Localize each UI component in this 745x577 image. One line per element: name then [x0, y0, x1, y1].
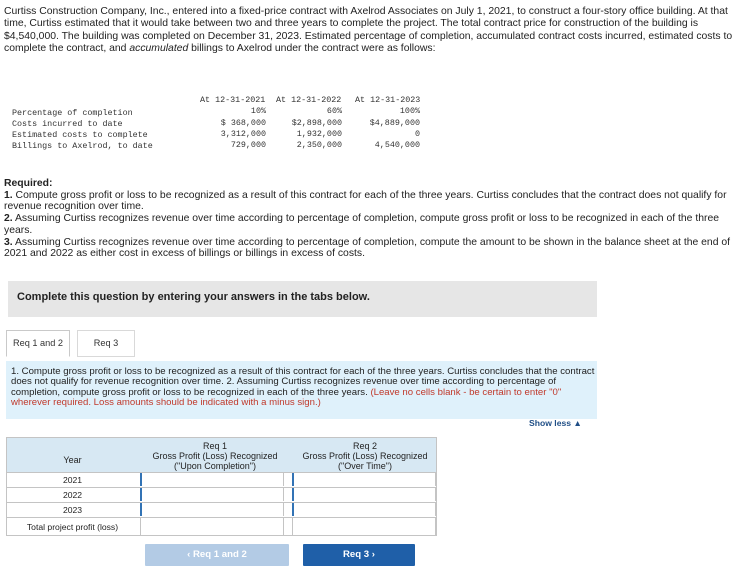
col-header-year: Year — [63, 455, 82, 465]
instructions-note: (Leave no cells blank - be certain to enter "0" wherever required. Loss amounts should be indicated with a minus sign.) — [11, 386, 562, 409]
table-cell: 3,312,000 — [220, 129, 266, 139]
table-row — [6, 488, 437, 503]
question-instructions — [6, 361, 597, 419]
req1-2022-input[interactable] — [140, 488, 284, 501]
req2-2023-input[interactable] — [292, 503, 436, 516]
tab-req-1-and-2[interactable]: Req 1 and 2 — [6, 330, 70, 357]
banner-text: Complete this question by entering your answers in the tabs below. — [17, 291, 370, 303]
col-header-req1: Req 1 Gross Profit (Loss) Recognized ("Upon Completion") — [152, 441, 278, 471]
intro-emphasis: accumulated — [129, 42, 189, 54]
show-less-link[interactable]: Show less ▲ — [529, 418, 582, 428]
intro-text-end: billings to Axelrod under the contract were as follows: — [188, 42, 436, 54]
instruction-banner — [8, 281, 597, 317]
tab-req-3[interactable]: Req 3 — [77, 330, 135, 357]
required-section — [4, 178, 739, 260]
req1-2021-input[interactable] — [140, 473, 284, 486]
table-row — [6, 473, 437, 488]
req2-2021-input[interactable] — [292, 473, 436, 486]
row-label: Costs incurred to date — [12, 119, 123, 129]
table-cell: 2,350,000 — [296, 140, 342, 150]
table-cell: 1,932,000 — [296, 129, 342, 139]
problem-intro — [4, 6, 739, 55]
req2-total-input[interactable] — [292, 518, 436, 535]
table-cell: $4,889,000 — [369, 118, 420, 128]
row-label: Billings to Axelrod, to date — [12, 141, 153, 151]
table-cell: 10% — [250, 106, 266, 116]
req2-2022-input[interactable] — [292, 488, 436, 501]
table-cell: 0 — [414, 129, 420, 139]
required-item-1: 1. Compute gross profit or loss to be recognized as a result of this contract for each of the three years. Curtiss concludes that the contract does not qualify for revenue recognition over time. — [4, 189, 727, 213]
table-cell: 60% — [326, 106, 342, 116]
row-year: 2021 — [62, 475, 83, 485]
col-header-2022: At 12-31-2022 — [276, 95, 342, 105]
required-item-2: 2. Assuming Curtiss recognizes revenue over time according to percentage of completion, compute gross profit or loss to be recognized in each of the three years. — [4, 213, 720, 236]
prev-req-button[interactable]: ‹ Req 1 and 2 — [145, 544, 289, 566]
row-year: 2023 — [62, 505, 83, 515]
answer-table-header — [6, 437, 437, 473]
next-req-button[interactable]: Req 3 › — [303, 544, 415, 566]
col-header-2023: At 12-31-2023 — [355, 95, 421, 105]
table-row — [6, 503, 437, 518]
row-total-label: Total project profit (loss) — [26, 522, 119, 532]
required-item-3: 3. Assuming Curtiss recognizes revenue over time according to percentage of completion, compute the amount to be shown in the balance sheet at the end of 2021 and 2022 as either cost in excess of billings or billings in excess of costs. — [4, 236, 731, 260]
table-cell: $2,898,000 — [291, 118, 342, 128]
table-cell: 729,000 — [230, 140, 266, 150]
table-row-total — [6, 518, 437, 536]
col-header-2021: At 12-31-2021 — [200, 95, 266, 105]
req1-total-input[interactable] — [140, 518, 284, 535]
table-cell: $ 368,000 — [220, 118, 266, 128]
req1-2023-input[interactable] — [140, 503, 284, 516]
col-header-req2: Req 2 Gross Profit (Loss) Recognized ("Over Time") — [302, 441, 428, 471]
row-year: 2022 — [62, 490, 83, 500]
row-label: Percentage of completion — [12, 108, 133, 118]
instructions-text: 1. Compute gross profit or loss to be recognized as a result of this contract for each of the three years. Curtiss concludes that the contract does not qualify for revenue recognition over time. 2. Assuming Curtiss recognizes revenue over time according to percentage of completion, compute gross profit or loss to be recognized in each of the three years. — [11, 366, 595, 398]
table-cell: 4,540,000 — [374, 140, 420, 150]
required-title: Required: — [4, 178, 53, 189]
intro-text: Curtiss Construction Company, Inc., entered into a fixed-price contract with Axelrod Associates on July 1, 2021, to construct a four-story office building. At that time, Curtiss estimated that it would take between two and three years to complete the project. The total contract price for construction of the building is $4,540,000. The building was completed on December 31, 2023. Estimated percentage of completion, accumulated contract costs incurred, estimated costs to complete the contract, and — [4, 6, 733, 54]
table-cell: 100% — [399, 106, 420, 116]
row-label: Estimated costs to complete — [12, 130, 148, 140]
